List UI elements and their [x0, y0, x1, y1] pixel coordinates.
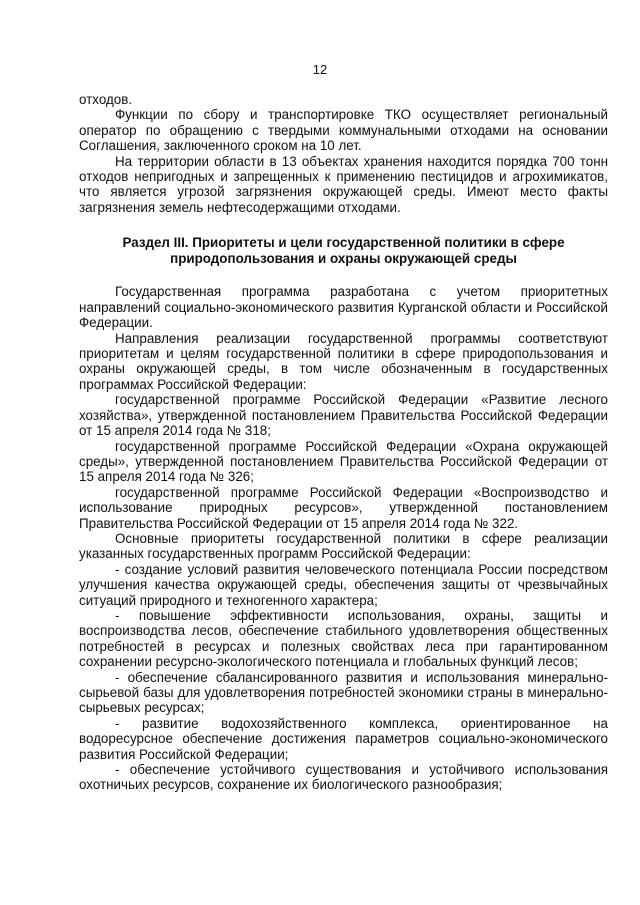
section-heading: [79, 235, 608, 266]
document-body: [79, 92, 608, 793]
section-heading-line-2: природопользования и охраны окружающей среды: [170, 250, 517, 266]
list-item-water-complex: - развитие водохозяйственного комплекса, ориентированное на водоресурсное обеспечение достижения параметров социально-экономического развития Российской Федерации;: [79, 715, 608, 762]
list-item-forest-efficiency: - повышение эффективности использования, охраны, защиты и воспроизводства лесов, обеспечение стабильного удовлетворения общественных потребностей в ресурсах и полезных свойствах леса при гарантированном сохранении ресурсно-экологического потенциала и глобальных функций лесов;: [79, 607, 608, 670]
paragraph-program-basis: Государственная программа разработана с учетом приоритетных направлений социально-экономического развития Курганской области и Российской Федерации.: [79, 284, 608, 331]
paragraph-pesticides: На территории области в 13 объектах хранения находится порядка 700 тонн отходов непригодных и запрещенных к применению пестицидов и агрохимикатов, что является угрозой загрязнения окружающей среды. Имеют место факты загрязнения земель нефтесодержащими отходами.: [79, 153, 608, 215]
paragraph-forestry-program: государственной программе Российской Федерации «Развитие лесного хозяйства», утвержденной постановлением Правительства Российской Федерации от 15 апреля 2014 года № 318;: [79, 392, 608, 439]
paragraph-environment-program: государственной программе Российской Федерации «Охрана окружающей среды», утвержденной постановлением Правительства Российской Федерации от 15 апреля 2014 года № 326;: [79, 438, 608, 485]
section-heading-line-1: Раздел III. Приоритеты и цели государственной политики в сфере: [122, 235, 565, 251]
paragraph-tko-operator: Функции по сбору и транспортировке ТКО осуществляет региональный оператор по обращению с твердыми коммунальными отходами на основании Соглашения, заключенного сроком на 10 лет.: [79, 107, 608, 154]
paragraph-continuation: отходов.: [79, 92, 133, 107]
paragraph-main-priorities: Основные приоритеты государственной политики в сфере реализации указанных государственных программ Российской Федерации:: [79, 530, 608, 562]
list-item-mineral-base: - обеспечение сбалансированного развития и использования минерально-сырьевой базы для удовлетворения потребностей экономики страны в минерально-сырьевых ресурсах;: [79, 669, 608, 716]
page-number: 12: [312, 62, 328, 77]
list-item-hunting-resources: - обеспечение устойчивого существования и устойчивого использования охотничьих ресурсов, сохранение их биологического разнообразия;: [79, 762, 608, 793]
paragraph-directions: Направления реализации государственной программы соответствуют приоритетам и целям государственной политики в сфере природопользования и охраны окружающей среды, в том числе обозначенным в государственных программах Российской Федерации:: [79, 330, 608, 392]
list-item-human-potential: - создание условий развития человеческого потенциала России посредством улучшения качества окружающей среды, обеспечения защиты от чрезвычайных ситуаций природного и техногенного характера;: [79, 561, 608, 608]
paragraph-resources-program: государственной программе Российской Федерации «Воспроизводство и использование природных ресурсов», утвержденной постановлением Правительства Российской Федерации от 15 апреля 2014 года № 322.: [79, 484, 608, 531]
